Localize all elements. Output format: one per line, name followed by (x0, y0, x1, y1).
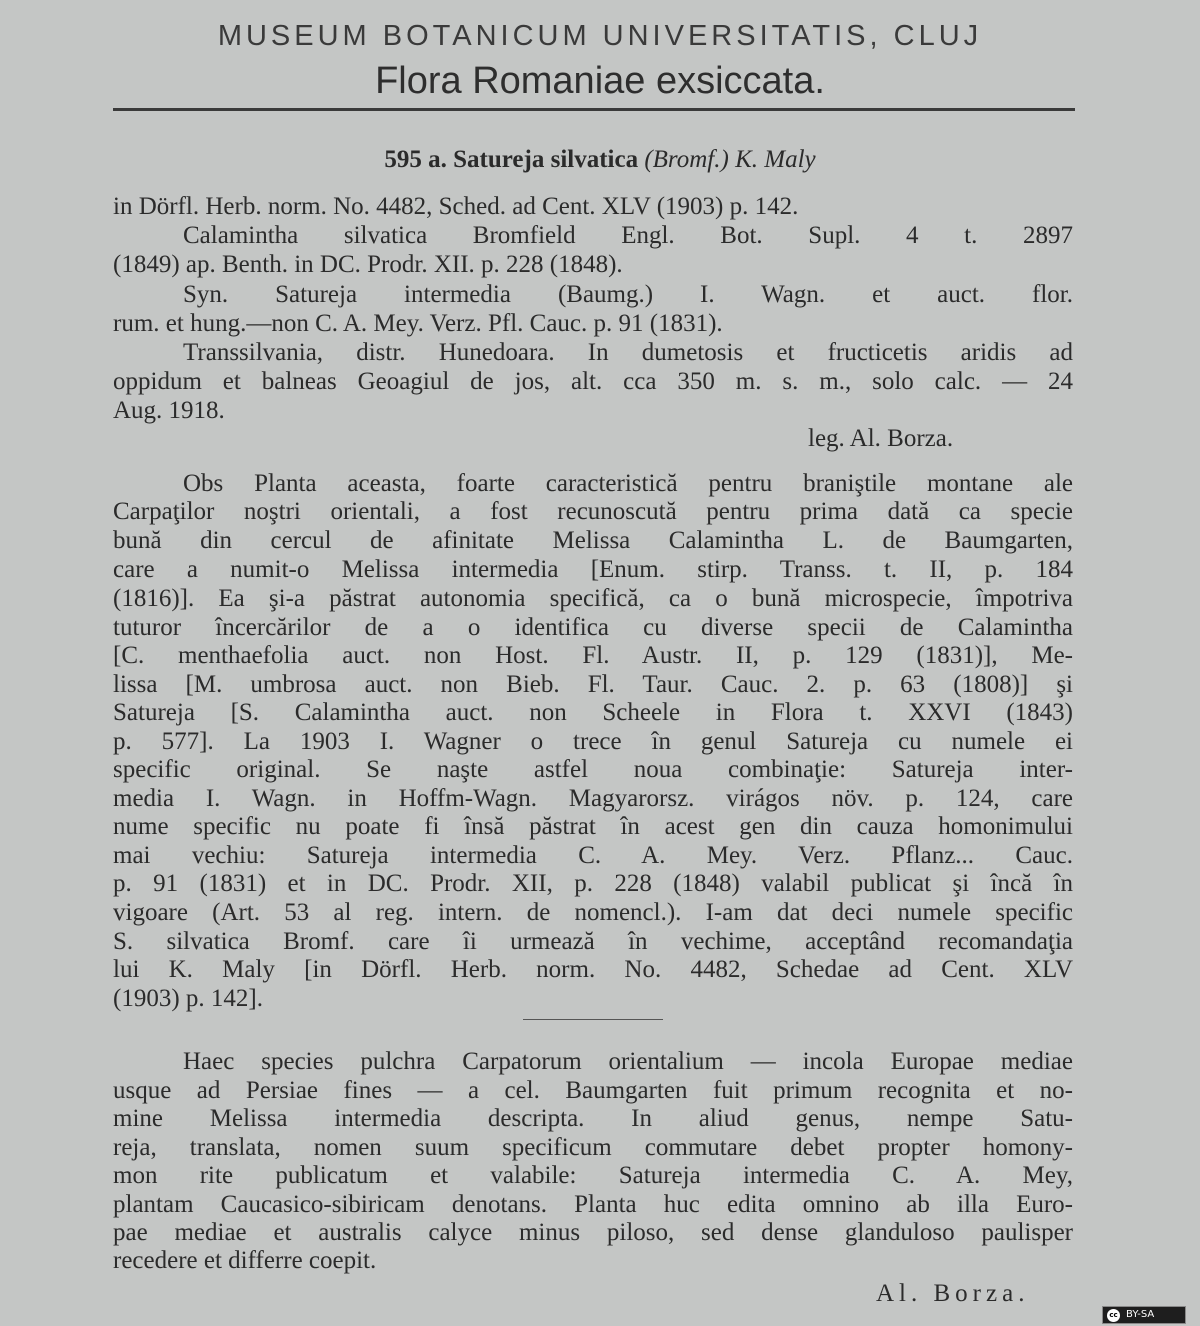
latin-line: reja, translata, nomen suum specificum commutare debet propter homony- (113, 1134, 1073, 1161)
text-line: Syn. Satureja intermedia (Baumg.) I. Wagn. et auct. flor. (183, 281, 1073, 308)
latin-line: Haec species pulchra Carpatorum orientalium — incola Europae mediae (183, 1048, 1073, 1075)
latin-line: mine Melissa intermedia descripta. In aliud genus, nempe Satu- (113, 1105, 1073, 1132)
obs-line: [C. menthaefolia auct. non Host. Fl. Austr. II, p. 129 (1831)], Me- (113, 642, 1073, 669)
obs-line: p. 577]. La 1903 I. Wagner o trece în genul Satureja cu numele ei (113, 728, 1073, 755)
collector: leg. Al. Borza. (808, 425, 954, 452)
signature: Al. Borza. (876, 1280, 1030, 1307)
author-paren: (Bromf.) (644, 146, 729, 173)
obs-line: nume specific nu poate fi însă păstrat în acest gen din cauza homonimului (113, 813, 1073, 840)
text-line: Calamintha silvatica Bromfield Engl. Bot. Supl. 4 t. 2897 (183, 222, 1073, 249)
entry-number: 595 a. (384, 146, 447, 173)
cc-icon: cc (1107, 1309, 1120, 1322)
obs-line: lui K. Maly [in Dörfl. Herb. norm. No. 4482, Schedae ad Cent. XLV (113, 956, 1073, 983)
obs-line: Satureja [S. Calamintha auct. non Scheele in Flora t. XXVI (1843) (113, 699, 1073, 726)
species-author: K. Maly (735, 146, 816, 173)
obs-line: media I. Wagn. in Hoffm-Wagn. Magyarorsz. virágos növ. p. 124, care (113, 785, 1073, 812)
text-line: rum. et hung.—non C. A. Mey. Verz. Pfl. Cauc. p. 91 (1831). (113, 310, 723, 337)
latin-line: pae mediae et australis calyce minus piloso, sed dense glanduloso paulisper (113, 1219, 1073, 1246)
license-label: BY-SA (1126, 1309, 1155, 1320)
latin-line: usque ad Persiae fines — a cel. Baumgarten fuit primum recognita et no- (113, 1077, 1073, 1104)
obs-line: Obs Planta aceasta, foarte caracteristică pentru braniştile montane ale (183, 470, 1073, 497)
obs-line: care a numit-o Melissa intermedia [Enum. stirp. Transs. t. II, p. 184 (113, 556, 1073, 583)
obs-line: (1816)]. Ea şi-a păstrat autonomia specifică, ca o bună microspecie, împotriva (113, 585, 1073, 612)
section-divider (523, 1019, 663, 1020)
latin-line: recedere et differre coepit. (113, 1247, 377, 1274)
latin-line: plantam Caucasico-sibiricam denotans. Planta huc edita omnino ab illa Euro- (113, 1191, 1073, 1218)
series-title: Flora Romaniae exsiccata. (375, 60, 825, 102)
text-line: oppidum et balneas Geoagiul de jos, alt. cca 350 m. s. m., solo calc. — 24 (113, 368, 1073, 395)
latin-line: mon rite publicatum et valabile: Satureja intermedia C. A. Mey, (113, 1162, 1073, 1189)
obs-line: (1903) p. 142]. (113, 985, 263, 1012)
obs-line: bună din cercul de afinitate Melissa Calamintha L. de Baumgarten, (113, 527, 1073, 554)
license-badge[interactable] (1102, 1306, 1186, 1324)
header-rule (113, 108, 1075, 111)
obs-line: lissa [M. umbrosa auct. non Bieb. Fl. Taur. Cauc. 2. p. 63 (1808)] şi (113, 671, 1073, 698)
species-name: Satureja silvatica (453, 146, 639, 173)
obs-line: p. 91 (1831) et in DC. Prodr. XII, p. 228 (1848) valabil publicat şi încă în (113, 870, 1073, 897)
text-line: in Dörfl. Herb. norm. No. 4482, Sched. ad Cent. XLV (1903) p. 142. (113, 193, 799, 220)
obs-line: mai vechiu: Satureja intermedia C. A. Mey. Verz. Pflanz... Cauc. (113, 842, 1073, 869)
obs-line: Carpaţilor noştri orientali, a fost recunoscută pentru prima dată ca specie (113, 498, 1073, 525)
obs-line: vigoare (Art. 53 al reg. intern. de nomencl.). I-am dat deci numele specific (113, 899, 1073, 926)
institution-header: MUSEUM BOTANICUM UNIVERSITATIS, CLUJ (217, 20, 983, 52)
text-line: Transsilvania, distr. Hunedoara. In dumetosis et fructicetis aridis ad (183, 339, 1073, 366)
obs-line: S. silvatica Bromf. care îi urmează în vechime, acceptând recomandaţia (113, 928, 1073, 955)
text-line: Aug. 1918. (113, 397, 225, 424)
text-line: (1849) ap. Benth. in DC. Prodr. XII. p. 228 (1848). (113, 251, 623, 278)
obs-line: specific original. Se naşte astfel noua combinaţie: Satureja inter- (113, 756, 1073, 783)
species-title (0, 146, 1200, 174)
obs-line: tuturor încercărilor de a o identifica cu diverse specii de Calamintha (113, 614, 1073, 641)
